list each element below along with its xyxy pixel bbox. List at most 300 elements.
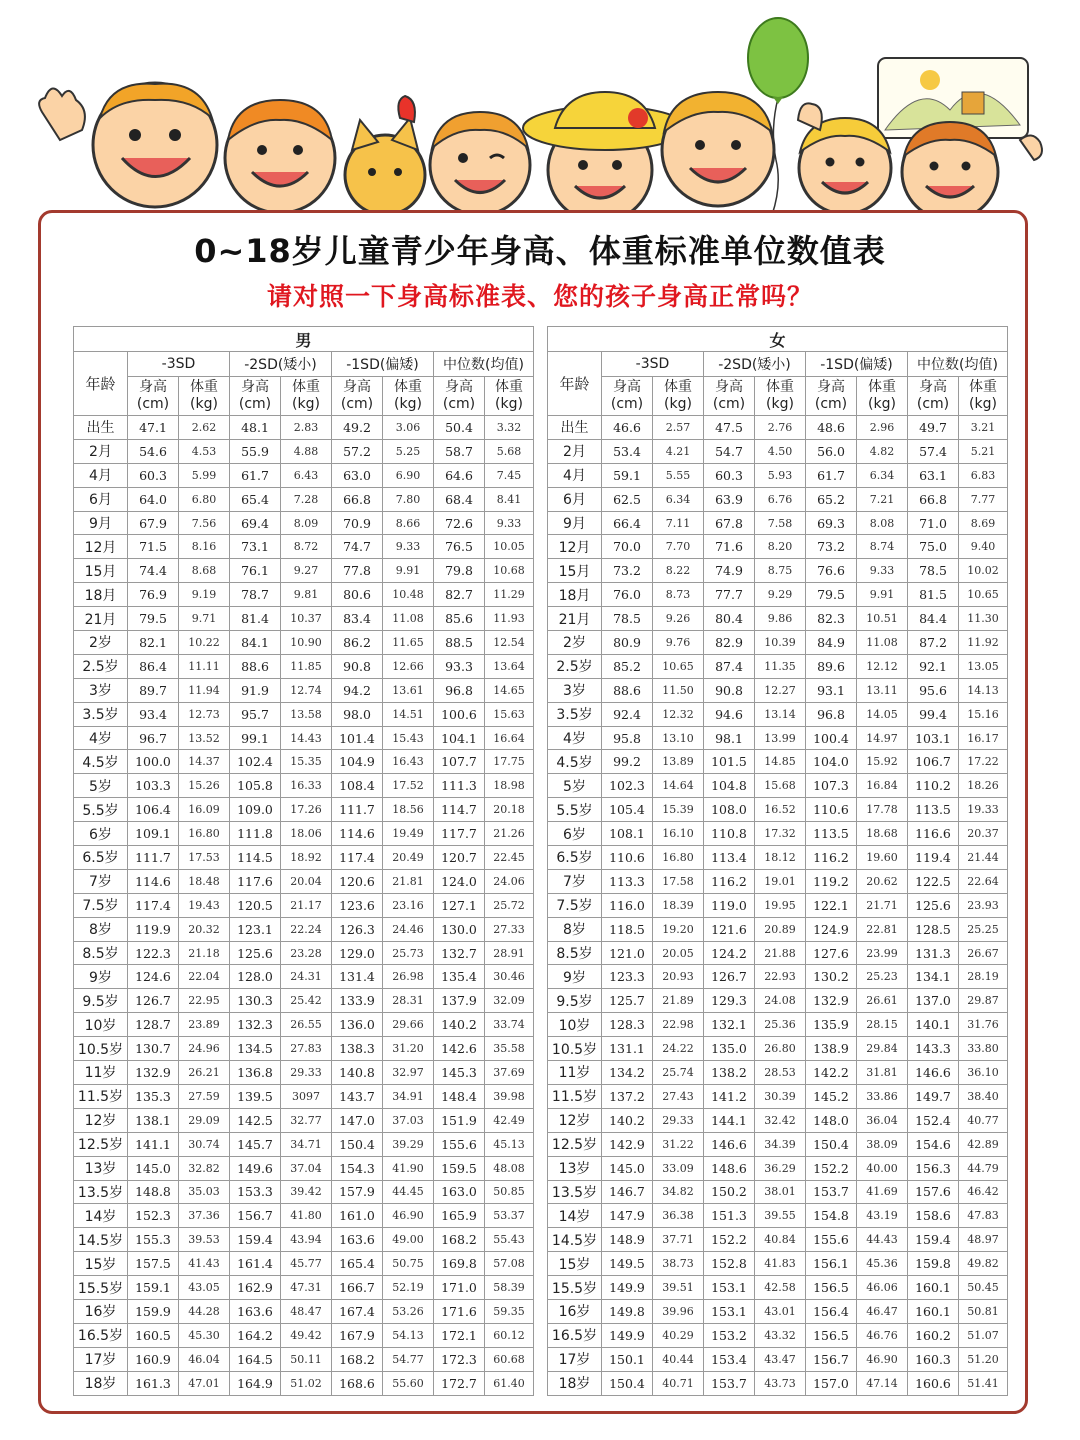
- height-cell: 154.3: [332, 1156, 383, 1180]
- weight-cell: 13.14: [755, 702, 806, 726]
- weight-cell: 43.73: [755, 1371, 806, 1395]
- weight-cell: 14.37: [179, 750, 230, 774]
- age-cell: 16岁: [548, 1299, 602, 1323]
- height-cell: 145.0: [602, 1156, 653, 1180]
- height-cell: 60.3: [128, 463, 179, 487]
- weight-cell: 46.42: [959, 1180, 1008, 1204]
- height-cell: 109.1: [128, 822, 179, 846]
- height-cell: 153.1: [704, 1276, 755, 1300]
- age-cell: 11.5岁: [548, 1084, 602, 1108]
- weight-unit: (kg): [664, 396, 692, 412]
- weight-cell: 18.06: [281, 822, 332, 846]
- weight-cell: 42.49: [485, 1108, 534, 1132]
- weight-cell: 17.53: [179, 846, 230, 870]
- age-cell: 18月: [74, 583, 128, 607]
- table-row: [548, 511, 1008, 535]
- child-face-2: [225, 100, 335, 213]
- table-row: [548, 1013, 1008, 1037]
- height-cell: 92.4: [602, 702, 653, 726]
- weight-cell: 37.04: [281, 1156, 332, 1180]
- weight-cell: 6.43: [281, 463, 332, 487]
- table-row: [548, 1084, 1008, 1108]
- height-cell: 122.3: [128, 941, 179, 965]
- weight-cell: 21.17: [281, 893, 332, 917]
- height-cell: 81.4: [230, 607, 281, 631]
- height-cell: 172.3: [434, 1347, 485, 1371]
- age-cell: 18岁: [74, 1371, 128, 1395]
- weight-cell: 14.13: [959, 678, 1008, 702]
- table-row: [74, 631, 534, 655]
- age-cell: 16岁: [74, 1299, 128, 1323]
- weight-cell: 34.91: [383, 1084, 434, 1108]
- weight-cell: 31.76: [959, 1013, 1008, 1037]
- weight-cell: 16.17: [959, 726, 1008, 750]
- height-cell: 105.8: [230, 774, 281, 798]
- height-cell: 104.1: [434, 726, 485, 750]
- height-cell: 138.3: [332, 1037, 383, 1061]
- weight-cell: 51.07: [959, 1323, 1008, 1347]
- weight-cell: 21.18: [179, 941, 230, 965]
- height-cell: 108.1: [602, 822, 653, 846]
- weight-cell: 34.71: [281, 1132, 332, 1156]
- height-label: 身高: [445, 379, 473, 395]
- height-column-header: [908, 377, 959, 416]
- weight-cell: 20.89: [755, 917, 806, 941]
- height-column-header: [602, 377, 653, 416]
- height-cell: 140.2: [602, 1108, 653, 1132]
- height-cell: 142.5: [230, 1108, 281, 1132]
- height-cell: 120.6: [332, 869, 383, 893]
- table-row: [548, 1299, 1008, 1323]
- weight-cell: 7.21: [857, 487, 908, 511]
- table-row: [548, 631, 1008, 655]
- weight-cell: 15.63: [485, 702, 534, 726]
- height-cell: 93.3: [434, 654, 485, 678]
- age-cell: 15月: [548, 559, 602, 583]
- weight-cell: 36.29: [755, 1156, 806, 1180]
- weight-cell: 9.33: [485, 511, 534, 535]
- height-cell: 92.1: [908, 654, 959, 678]
- weight-cell: 30.74: [179, 1132, 230, 1156]
- weight-cell: 8.22: [653, 559, 704, 583]
- height-cell: 111.7: [332, 798, 383, 822]
- weight-cell: 51.20: [959, 1347, 1008, 1371]
- weight-cell: 14.64: [653, 774, 704, 798]
- height-cell: 156.7: [806, 1347, 857, 1371]
- age-cell: 4.5岁: [74, 750, 128, 774]
- weight-cell: 55.60: [383, 1371, 434, 1395]
- weight-cell: 33.09: [653, 1156, 704, 1180]
- weight-unit: (kg): [969, 396, 997, 412]
- height-cell: 146.7: [602, 1180, 653, 1204]
- height-cell: 135.3: [128, 1084, 179, 1108]
- weight-column-header: [653, 377, 704, 416]
- age-cell: 18月: [548, 583, 602, 607]
- height-cell: 145.0: [128, 1156, 179, 1180]
- height-cell: 124.2: [704, 941, 755, 965]
- height-cell: 171.0: [434, 1276, 485, 1300]
- height-cell: 96.7: [128, 726, 179, 750]
- table-row: [548, 487, 1008, 511]
- weight-cell: 38.40: [959, 1084, 1008, 1108]
- height-cell: 171.6: [434, 1299, 485, 1323]
- age-cell: 11.5岁: [74, 1084, 128, 1108]
- weight-cell: 11.50: [653, 678, 704, 702]
- table-row: [548, 1180, 1008, 1204]
- weight-cell: 54.77: [383, 1347, 434, 1371]
- height-cell: 65.4: [230, 487, 281, 511]
- weight-cell: 50.81: [959, 1299, 1008, 1323]
- weight-cell: 31.22: [653, 1132, 704, 1156]
- sd-level-header: 中位数(均值): [908, 352, 1008, 377]
- height-cell: 85.6: [434, 607, 485, 631]
- height-cell: 69.4: [230, 511, 281, 535]
- weight-cell: 35.03: [179, 1180, 230, 1204]
- weight-cell: 16.52: [755, 798, 806, 822]
- height-cell: 164.9: [230, 1371, 281, 1395]
- weight-cell: 8.68: [179, 559, 230, 583]
- age-cell: 4岁: [74, 726, 128, 750]
- weight-cell: 10.68: [485, 559, 534, 583]
- age-cell: 9月: [74, 511, 128, 535]
- height-unit: (cm): [340, 396, 374, 412]
- weight-cell: 32.09: [485, 989, 534, 1013]
- weight-cell: 8.09: [281, 511, 332, 535]
- height-cell: 55.9: [230, 439, 281, 463]
- age-cell: 17岁: [74, 1347, 128, 1371]
- height-cell: 134.1: [908, 965, 959, 989]
- height-cell: 146.6: [704, 1132, 755, 1156]
- weight-cell: 26.80: [755, 1037, 806, 1061]
- height-unit: (cm): [916, 396, 950, 412]
- weight-cell: 32.42: [755, 1108, 806, 1132]
- weight-cell: 46.76: [857, 1323, 908, 1347]
- height-cell: 128.3: [602, 1013, 653, 1037]
- weight-cell: 5.93: [755, 463, 806, 487]
- weight-cell: 45.36: [857, 1252, 908, 1276]
- height-cell: 126.3: [332, 917, 383, 941]
- sd-level-header: -2SD(矮小): [704, 352, 806, 377]
- child-face-1: [93, 83, 217, 207]
- weight-cell: 26.21: [179, 1061, 230, 1085]
- weight-cell: 39.53: [179, 1228, 230, 1252]
- height-cell: 121.0: [602, 941, 653, 965]
- height-cell: 64.6: [434, 463, 485, 487]
- age-cell: 9.5岁: [74, 989, 128, 1013]
- age-cell: 10.5岁: [548, 1037, 602, 1061]
- table-row: [548, 535, 1008, 559]
- table-row: [74, 869, 534, 893]
- height-cell: 70.9: [332, 511, 383, 535]
- weight-cell: 11.94: [179, 678, 230, 702]
- weight-cell: 6.34: [857, 463, 908, 487]
- weight-label: 体重: [766, 379, 794, 395]
- weight-cell: 41.43: [179, 1252, 230, 1276]
- height-cell: 117.4: [128, 893, 179, 917]
- height-cell: 111.3: [434, 774, 485, 798]
- weight-cell: 21.81: [383, 869, 434, 893]
- height-cell: 129.0: [332, 941, 383, 965]
- height-cell: 117.7: [434, 822, 485, 846]
- age-cell: 2.5岁: [548, 654, 602, 678]
- table-row: [74, 1013, 534, 1037]
- height-cell: 137.2: [602, 1084, 653, 1108]
- height-cell: 90.8: [332, 654, 383, 678]
- weight-cell: 6.76: [755, 487, 806, 511]
- weight-cell: 24.46: [383, 917, 434, 941]
- height-cell: 108.4: [332, 774, 383, 798]
- height-cell: 114.7: [434, 798, 485, 822]
- height-cell: 156.7: [230, 1204, 281, 1228]
- child-face-6: [902, 122, 998, 220]
- height-cell: 113.4: [704, 846, 755, 870]
- height-cell: 120.5: [230, 893, 281, 917]
- height-cell: 135.0: [704, 1037, 755, 1061]
- height-cell: 63.1: [908, 463, 959, 487]
- height-cell: 47.1: [128, 416, 179, 440]
- height-cell: 134.2: [602, 1061, 653, 1085]
- weight-cell: 3.21: [959, 416, 1008, 440]
- age-cell: 11岁: [74, 1061, 128, 1085]
- weight-cell: 14.85: [755, 750, 806, 774]
- height-cell: 155.6: [434, 1132, 485, 1156]
- weight-cell: 29.66: [383, 1013, 434, 1037]
- height-cell: 161.3: [128, 1371, 179, 1395]
- age-cell: 21月: [74, 607, 128, 631]
- height-cell: 165.9: [434, 1204, 485, 1228]
- weight-cell: 48.08: [485, 1156, 534, 1180]
- height-cell: 76.0: [602, 583, 653, 607]
- age-cell: 3岁: [548, 678, 602, 702]
- height-cell: 77.7: [704, 583, 755, 607]
- height-cell: 151.9: [434, 1108, 485, 1132]
- table-row: [548, 439, 1008, 463]
- weight-cell: 15.39: [653, 798, 704, 822]
- height-cell: 47.5: [704, 416, 755, 440]
- weight-cell: 44.43: [857, 1228, 908, 1252]
- height-cell: 152.2: [704, 1228, 755, 1252]
- weight-cell: 47.01: [179, 1371, 230, 1395]
- weight-cell: 25.23: [857, 965, 908, 989]
- weight-cell: 43.47: [755, 1347, 806, 1371]
- height-cell: 123.6: [332, 893, 383, 917]
- weight-cell: 20.04: [281, 869, 332, 893]
- weight-cell: 16.80: [653, 846, 704, 870]
- height-cell: 132.9: [806, 989, 857, 1013]
- height-cell: 119.4: [908, 846, 959, 870]
- weight-cell: 7.28: [281, 487, 332, 511]
- weight-column-header: [857, 377, 908, 416]
- cat-face: [345, 118, 425, 215]
- height-label: 身高: [919, 379, 947, 395]
- weight-cell: 15.26: [179, 774, 230, 798]
- age-cell: 6月: [548, 487, 602, 511]
- weight-cell: 12.74: [281, 678, 332, 702]
- height-cell: 121.6: [704, 917, 755, 941]
- height-cell: 89.7: [128, 678, 179, 702]
- child-face-4: [662, 92, 774, 206]
- weight-cell: 16.64: [485, 726, 534, 750]
- age-cell: 15.5岁: [74, 1276, 128, 1300]
- table-row: [548, 559, 1008, 583]
- height-label: 身高: [613, 379, 641, 395]
- height-cell: 168.2: [332, 1347, 383, 1371]
- weight-cell: 21.44: [959, 846, 1008, 870]
- weight-cell: 20.18: [485, 798, 534, 822]
- height-cell: 88.5: [434, 631, 485, 655]
- weight-cell: 7.45: [485, 463, 534, 487]
- height-cell: 105.4: [602, 798, 653, 822]
- weight-cell: 27.83: [281, 1037, 332, 1061]
- table-row: [74, 1276, 534, 1300]
- age-cell: 13岁: [74, 1156, 128, 1180]
- weight-label: 体重: [495, 379, 523, 395]
- height-cell: 94.6: [704, 702, 755, 726]
- height-cell: 123.1: [230, 917, 281, 941]
- height-label: 身高: [817, 379, 845, 395]
- weight-cell: 11.85: [281, 654, 332, 678]
- weight-cell: 19.33: [959, 798, 1008, 822]
- table-row: [74, 1108, 534, 1132]
- weight-cell: 7.70: [653, 535, 704, 559]
- height-cell: 118.5: [602, 917, 653, 941]
- height-cell: 135.9: [806, 1013, 857, 1037]
- page-title: 0~18岁儿童青少年身高、体重标准单位数值表: [194, 232, 886, 270]
- age-cell: 14岁: [74, 1204, 128, 1228]
- weight-cell: 16.43: [383, 750, 434, 774]
- height-cell: 104.0: [806, 750, 857, 774]
- age-cell: 15.5岁: [548, 1276, 602, 1300]
- weight-unit: (kg): [495, 396, 523, 412]
- height-cell: 148.9: [602, 1228, 653, 1252]
- height-cell: 125.6: [230, 941, 281, 965]
- height-cell: 74.9: [704, 559, 755, 583]
- weight-cell: 5.55: [653, 463, 704, 487]
- table-row: [548, 846, 1008, 870]
- height-cell: 99.4: [908, 702, 959, 726]
- weight-cell: 11.29: [485, 583, 534, 607]
- height-cell: 157.6: [908, 1180, 959, 1204]
- height-label: 身高: [343, 379, 371, 395]
- height-cell: 71.5: [128, 535, 179, 559]
- weight-cell: 20.62: [857, 869, 908, 893]
- height-cell: 95.8: [602, 726, 653, 750]
- height-cell: 122.1: [806, 893, 857, 917]
- weight-cell: 28.15: [857, 1013, 908, 1037]
- height-cell: 151.3: [704, 1204, 755, 1228]
- table-row: [74, 941, 534, 965]
- height-cell: 142.2: [806, 1061, 857, 1085]
- weight-label: 体重: [868, 379, 896, 395]
- age-cell: 9岁: [548, 965, 602, 989]
- weight-cell: 4.88: [281, 439, 332, 463]
- weight-cell: 34.82: [653, 1180, 704, 1204]
- age-cell: 出生: [74, 416, 128, 440]
- weight-cell: 13.10: [653, 726, 704, 750]
- table-row: [74, 1371, 534, 1395]
- height-cell: 80.9: [602, 631, 653, 655]
- weight-cell: 28.91: [485, 941, 534, 965]
- height-cell: 54.6: [128, 439, 179, 463]
- weight-cell: 2.62: [179, 416, 230, 440]
- weight-cell: 21.88: [755, 941, 806, 965]
- table-row: [74, 1323, 534, 1347]
- sd-level-header: -2SD(矮小): [230, 352, 332, 377]
- weight-cell: 13.61: [383, 678, 434, 702]
- height-cell: 168.6: [332, 1371, 383, 1395]
- table-row: [548, 1037, 1008, 1061]
- table-row: [548, 1276, 1008, 1300]
- height-cell: 159.1: [128, 1276, 179, 1300]
- weight-cell: 9.33: [383, 535, 434, 559]
- height-cell: 113.5: [908, 798, 959, 822]
- weight-cell: 19.49: [383, 822, 434, 846]
- weight-cell: 6.34: [653, 487, 704, 511]
- height-cell: 102.3: [602, 774, 653, 798]
- age-cell: 21月: [548, 607, 602, 631]
- height-cell: 67.8: [704, 511, 755, 535]
- height-cell: 160.1: [908, 1276, 959, 1300]
- height-cell: 84.1: [230, 631, 281, 655]
- sd-level-header: -3SD: [602, 352, 704, 377]
- height-cell: 147.0: [332, 1108, 383, 1132]
- height-cell: 63.9: [704, 487, 755, 511]
- height-cell: 78.7: [230, 583, 281, 607]
- age-cell: 8.5岁: [74, 941, 128, 965]
- table-row: [548, 702, 1008, 726]
- weight-cell: 55.43: [485, 1228, 534, 1252]
- weight-label: 体重: [190, 379, 218, 395]
- weight-cell: 28.31: [383, 989, 434, 1013]
- age-cell: 2岁: [548, 631, 602, 655]
- height-cell: 149.9: [602, 1323, 653, 1347]
- weight-cell: 3097: [281, 1084, 332, 1108]
- height-cell: 79.5: [806, 583, 857, 607]
- weight-cell: 9.19: [179, 583, 230, 607]
- growth-table-female: [547, 326, 1008, 1396]
- age-cell: 4.5岁: [548, 750, 602, 774]
- height-cell: 50.4: [434, 416, 485, 440]
- weight-cell: 30.39: [755, 1084, 806, 1108]
- height-cell: 128.5: [908, 917, 959, 941]
- weight-cell: 29.84: [857, 1037, 908, 1061]
- height-cell: 138.1: [128, 1108, 179, 1132]
- height-cell: 160.9: [128, 1347, 179, 1371]
- weight-cell: 27.43: [653, 1084, 704, 1108]
- height-cell: 113.5: [806, 822, 857, 846]
- weight-cell: 20.93: [653, 965, 704, 989]
- weight-cell: 14.97: [857, 726, 908, 750]
- height-cell: 110.8: [704, 822, 755, 846]
- height-cell: 160.6: [908, 1371, 959, 1395]
- height-cell: 72.6: [434, 511, 485, 535]
- weight-cell: 8.69: [959, 511, 1008, 535]
- weight-cell: 9.91: [857, 583, 908, 607]
- height-cell: 167.4: [332, 1299, 383, 1323]
- height-cell: 156.5: [806, 1276, 857, 1300]
- weight-cell: 8.08: [857, 511, 908, 535]
- weight-cell: 9.29: [755, 583, 806, 607]
- weight-cell: 17.58: [653, 869, 704, 893]
- height-unit: (cm): [814, 396, 848, 412]
- weight-cell: 51.02: [281, 1371, 332, 1395]
- height-cell: 153.7: [704, 1371, 755, 1395]
- weight-cell: 39.42: [281, 1180, 332, 1204]
- height-cell: 167.9: [332, 1323, 383, 1347]
- height-cell: 152.2: [806, 1156, 857, 1180]
- weight-cell: 5.21: [959, 439, 1008, 463]
- height-cell: 122.5: [908, 869, 959, 893]
